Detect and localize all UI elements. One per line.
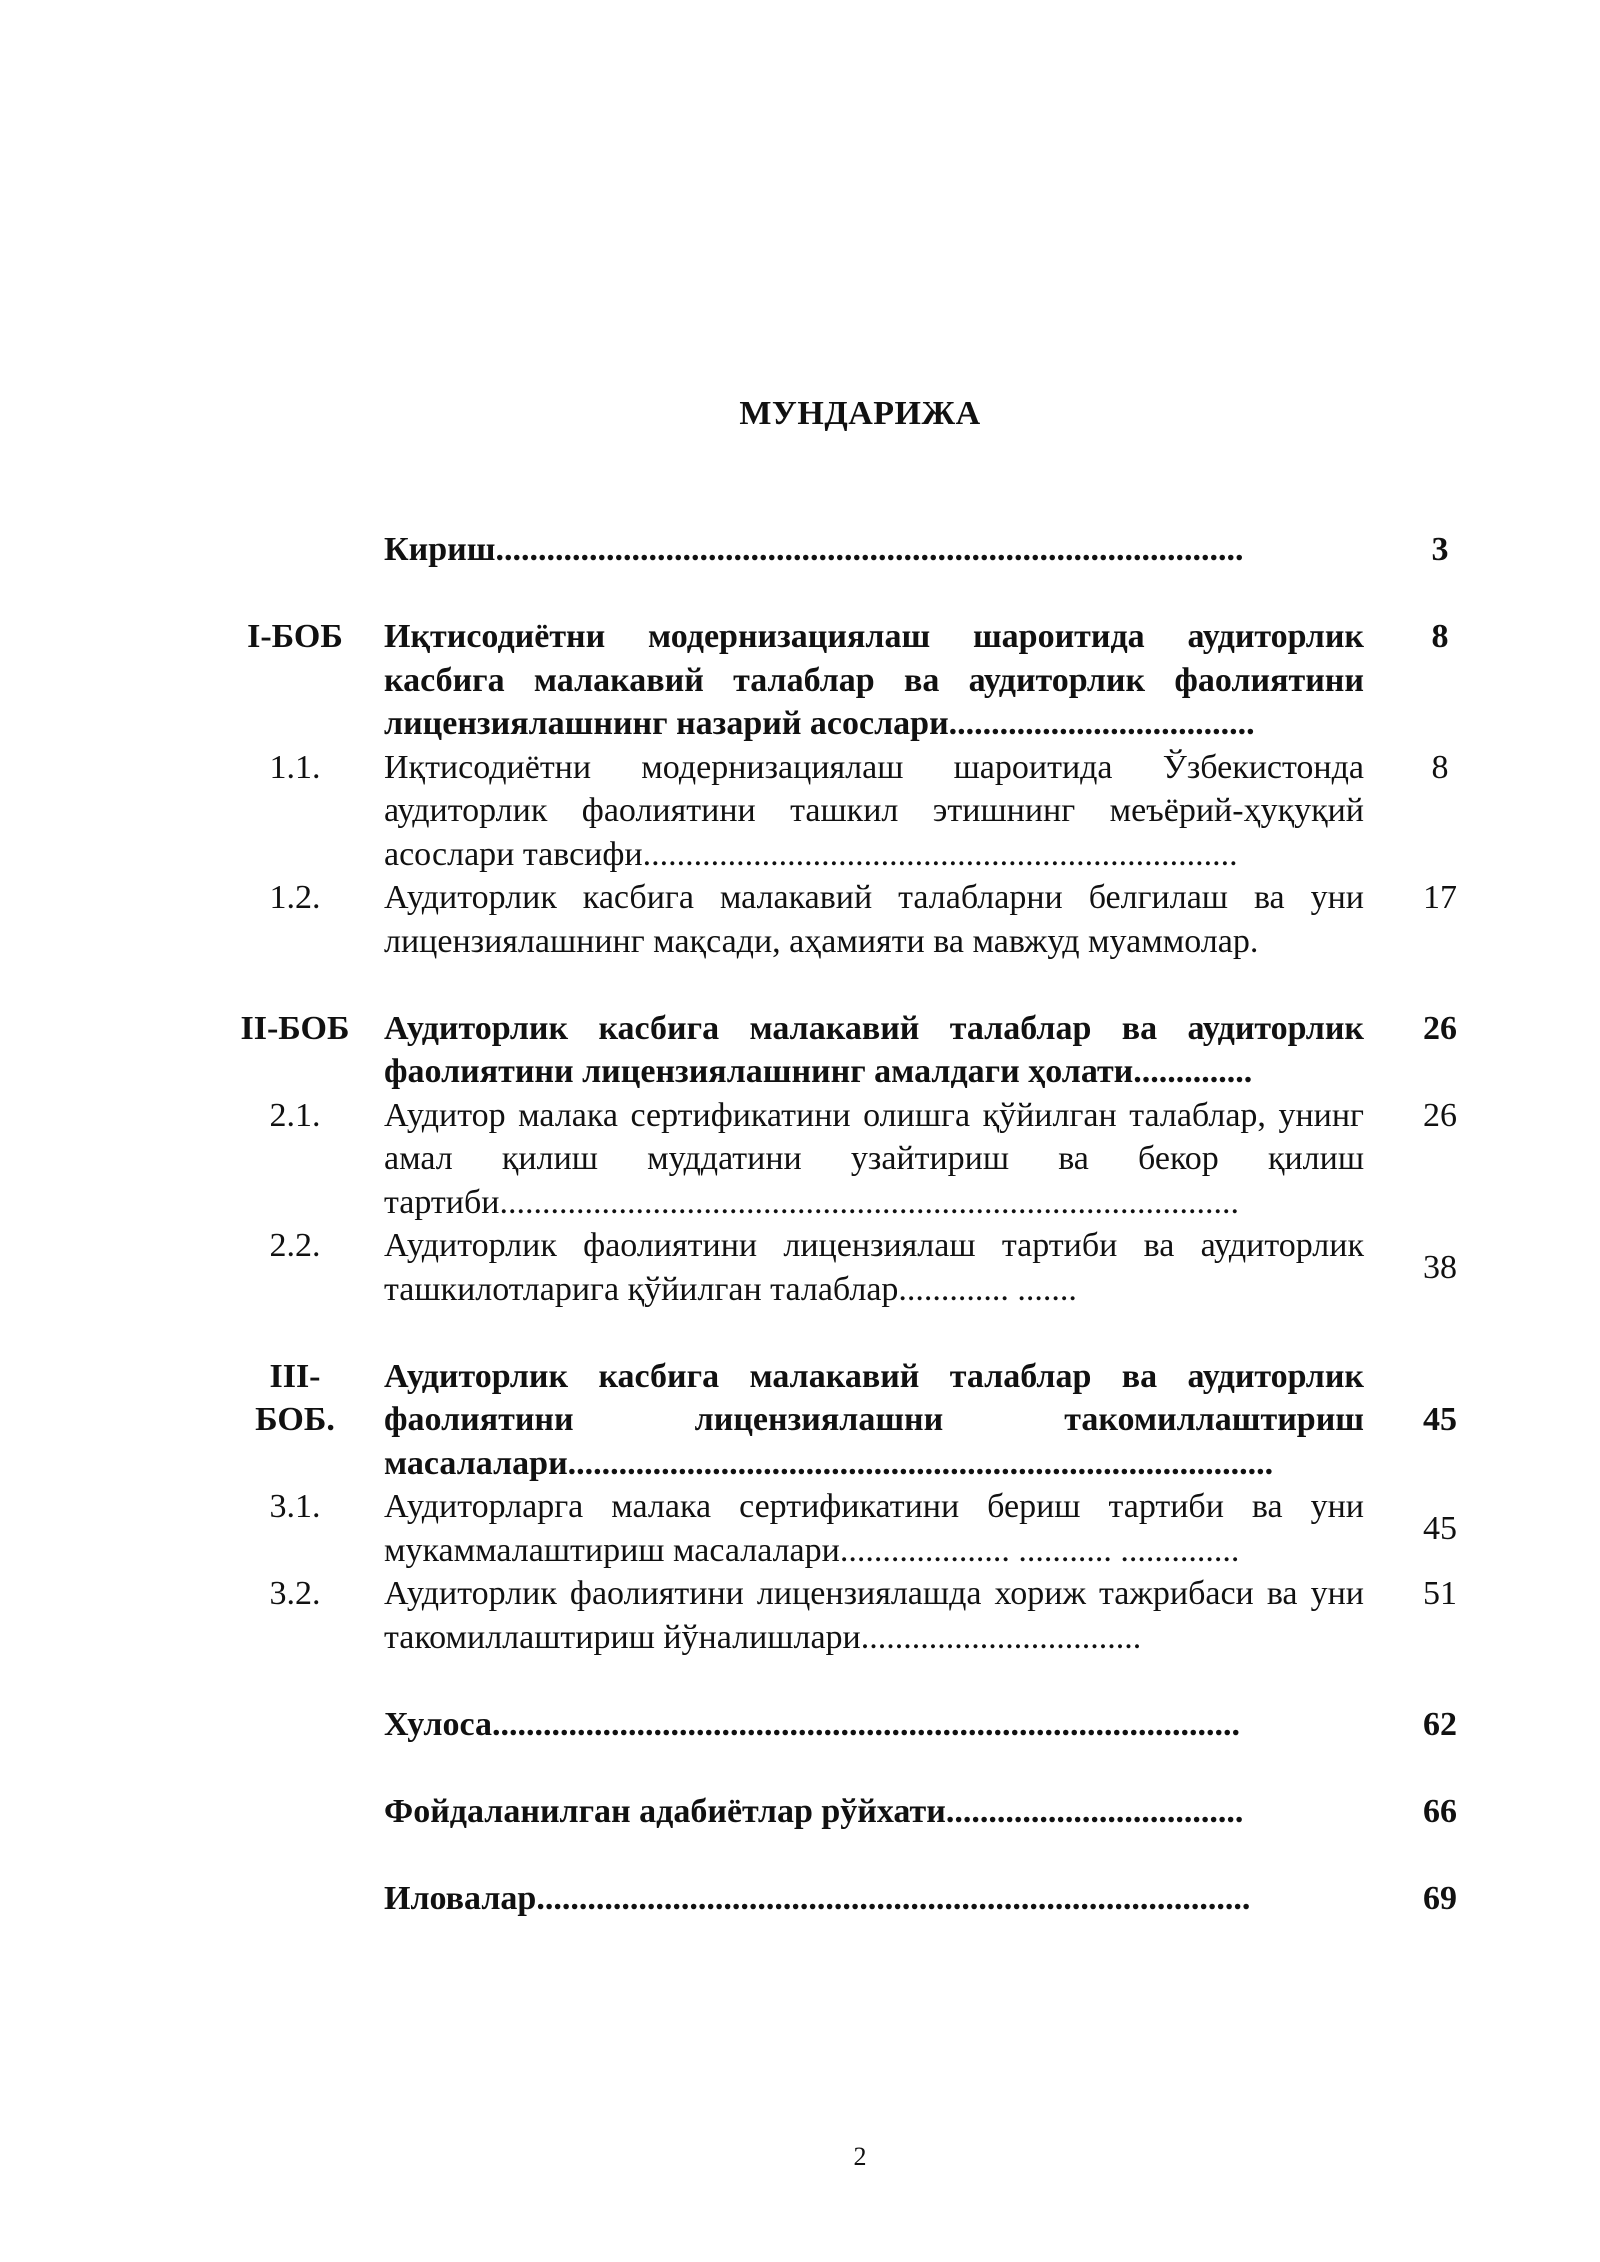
toc-entry-page: 8 [1431,618,1449,655]
toc-entry [0,1355,1600,1486]
toc-entry-title: Иловалар.................................................................................... [384,1879,1251,1917]
toc-entry [0,1877,1600,1921]
toc-entry [0,746,1600,877]
toc-entry-title: Иқтисодиётни модернизациялаш шароитида аудиторлик касбига малакавий талаблар ва аудиторлик фаолиятини лицензиялашнинг назарий асослари.................................... [384,618,1364,742]
toc-entry [0,876,1600,963]
toc-entry-number: 2.2. [269,1227,321,1264]
toc-entry-page: 17 [1423,879,1457,916]
table-of-contents [0,528,1600,1920]
toc-entry-page: 8 [1431,748,1449,786]
toc-entry-page: 45 [1423,1509,1457,1547]
toc-entry [0,1224,1600,1311]
footer-page-number: 2 [853,2142,867,2171]
toc-entry-page: 38 [1423,1248,1457,1286]
toc-entry [0,615,1600,746]
toc-entry-page: 26 [1423,1009,1457,1047]
toc-entry-number: II-БОБ [240,1009,350,1047]
toc-entry-title: Хулоса........................................................................................ [384,1705,1240,1743]
toc-entry-page: 69 [1423,1879,1457,1917]
toc-entry [0,1703,1600,1747]
toc-entry-title: Кириш........................................................................................ [384,531,1244,568]
toc-entry-title: Фойдаланилган адабиётлар рўйхати................................... [384,1792,1244,1830]
toc-entry-number: 3.2. [269,1575,321,1612]
toc-entry-number: 2.1. [269,1096,321,1134]
toc-entry-page: 26 [1423,1096,1457,1134]
toc-entry-number: I-БОБ [247,618,343,655]
toc-entry-title: Аудиторлик фаолиятини лицензиялаш тартиби ва аудиторлик ташкилотларига қўйилган талаблар............. ....... [384,1227,1364,1308]
toc-entry-page: 51 [1423,1575,1457,1612]
toc-entry [0,1094,1600,1225]
toc-entry [0,1007,1600,1094]
toc-entry [0,1572,1600,1659]
toc-entry-title: Аудиторлик касбига малакавий талаблар ва аудиторлик фаолиятини лицензиялашни такомиллаштириш масалалари................................................................................... [384,1357,1364,1482]
toc-entry-page: 45 [1423,1401,1457,1438]
toc-entry-page: 3 [1431,531,1449,568]
toc-entry [0,1485,1600,1572]
toc-entry-title: Аудиторлик фаолиятини лицензиялашда хориж тажрибаси ва уни такомиллаштириш йўналишлари................................. [384,1575,1364,1656]
toc-entry-page: 66 [1423,1792,1457,1830]
toc-entry-title: Аудиторлик касбига малакавий талаблар ва аудиторлик фаолиятини лицензиялашнинг амалдаги ҳолати.............. [384,1009,1364,1090]
toc-entry-title: Аудиторларга малака сертификатини бериш тартиби ва уни мукаммалаштириш масалалари.................... ........... .............. [384,1488,1364,1569]
toc-entry-title: Иқтисодиётни модернизациялаш шароитида Ўзбекистонда аудиторлик фаолиятини ташкил этишнинг меъёрий-ҳуқуқий асослари тавсифи...................................................................... [384,748,1364,873]
toc-entry-number: 1.2. [269,879,321,916]
toc-entry-number: 3.1. [269,1488,321,1525]
toc-entry [0,1790,1600,1834]
toc-entry-number: III-БОБ. [255,1357,335,1438]
page-title: МУНДАРИЖА [739,395,981,432]
toc-entry-title: Аудиторлик касбига малакавий талабларни белгилаш ва уни лицензиялашнинг мақсади, аҳамияти ва мавжуд муаммолар. [384,879,1364,960]
toc-entry-page: 62 [1423,1705,1457,1743]
toc-entry-number: 1.1. [269,748,321,786]
toc-entry [0,528,1600,572]
toc-entry-title: Аудитор малака сертификатини олишга қўйилган талаблар, унинг амал қилиш муддатини узайтириш ва бекор қилиш тартиби....................................................................................... [384,1096,1364,1221]
